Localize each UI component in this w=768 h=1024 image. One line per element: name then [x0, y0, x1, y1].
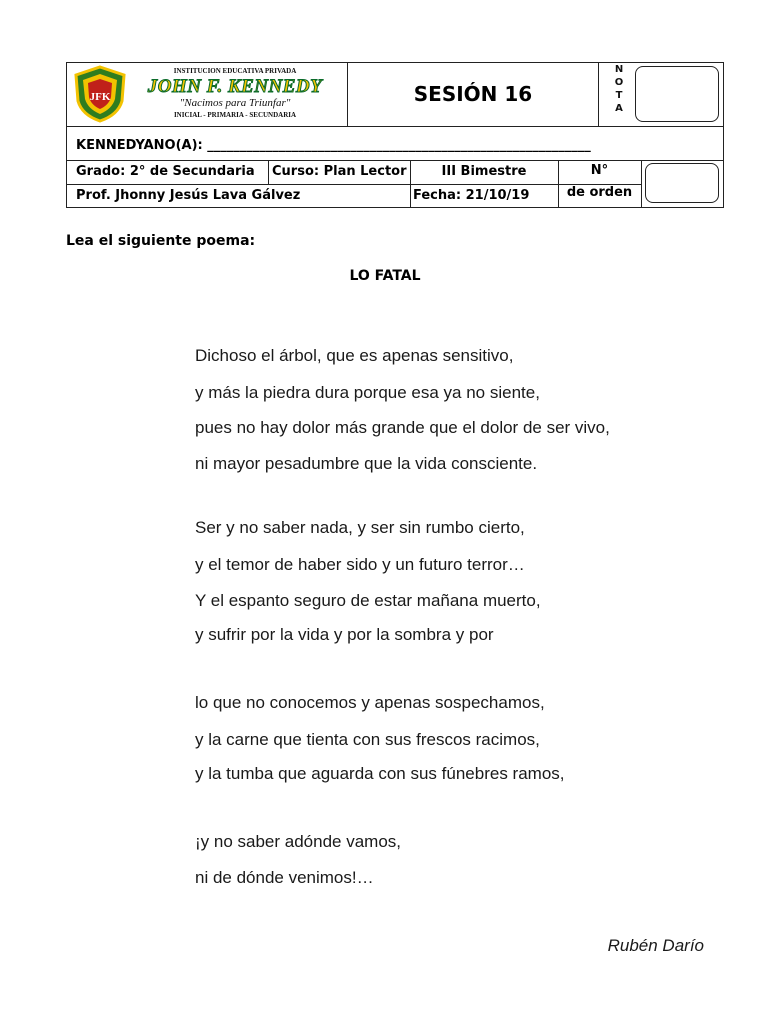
school-motto: "Nacimos para Triunfar" [179, 97, 291, 109]
svg-text:JFK: JFK [89, 91, 111, 103]
poem-line: Ser y no saber nada, y ser sin rumbo cierto, [195, 518, 525, 537]
nota-letter: A [615, 103, 623, 114]
poem-line: y sufrir por la vida y por la sombra y por [195, 625, 494, 644]
grade-label: Grado: 2° de Secundaria [76, 164, 255, 179]
divider [66, 184, 641, 185]
divider [66, 160, 724, 161]
divider [641, 160, 642, 208]
divider [598, 62, 599, 126]
divider [268, 160, 269, 184]
nota-label [606, 63, 632, 115]
poem-line: ni mayor pesadumbre que la vida consciente. [195, 454, 538, 473]
nota-letter: N [614, 64, 624, 75]
date-label: Fecha: 21/10/19 [413, 188, 530, 203]
school-name: JOHN F. KENNEDY [147, 76, 323, 97]
school-levels: INICIAL - PRIMARIA - SECUNDARIA [173, 111, 297, 119]
period-label: III Bimestre [441, 164, 527, 179]
school-crest-icon [72, 65, 128, 123]
poem-line: Dichoso el árbol, que es apenas sensitivo, [195, 346, 514, 365]
poem-line: ni de dónde venimos!… [195, 868, 374, 887]
student-name-field[interactable]: KENNEDYANO(A): ___________________________________________________________ [76, 138, 591, 153]
order-number-label: N° [590, 163, 609, 178]
poem-line: y el temor de haber sido y un futuro terror… [195, 555, 525, 574]
instruction-text: Lea el siguiente poema: [66, 233, 256, 249]
poem-title: LO FATAL [349, 268, 421, 284]
nota-letter: T [615, 90, 623, 101]
course-label: Curso: Plan Lector [272, 164, 407, 179]
poem-line: y la tumba que aguarda con sus fúnebres ramos, [195, 764, 565, 783]
nota-field[interactable] [635, 66, 719, 122]
poem-line: lo que no conocemos y apenas sospechamos, [195, 693, 545, 712]
nota-letter: O [614, 77, 624, 88]
session-title: SESIÓN 16 [413, 82, 533, 106]
poem-line: Y el espanto seguro de estar mañana muerto, [195, 591, 541, 610]
institution-type: INSTITUCION EDUCATIVA PRIVADA [173, 67, 297, 75]
poem-line: y la carne que tienta con sus frescos racimos, [195, 730, 540, 749]
poem-line: pues no hay dolor más grande que el dolor de ser vivo, [195, 418, 610, 437]
order-number-label-2: de orden [566, 185, 633, 200]
order-number-field[interactable] [645, 163, 719, 203]
divider [66, 126, 724, 127]
teacher-label: Prof. Jhonny Jesús Lava Gálvez [76, 188, 301, 203]
poem-line: y más la piedra dura porque esa ya no siente, [195, 383, 540, 402]
poem-author: Rubén Darío [607, 936, 704, 955]
school-logo [70, 64, 345, 124]
poem-line: ¡y no saber adónde vamos, [195, 832, 402, 851]
